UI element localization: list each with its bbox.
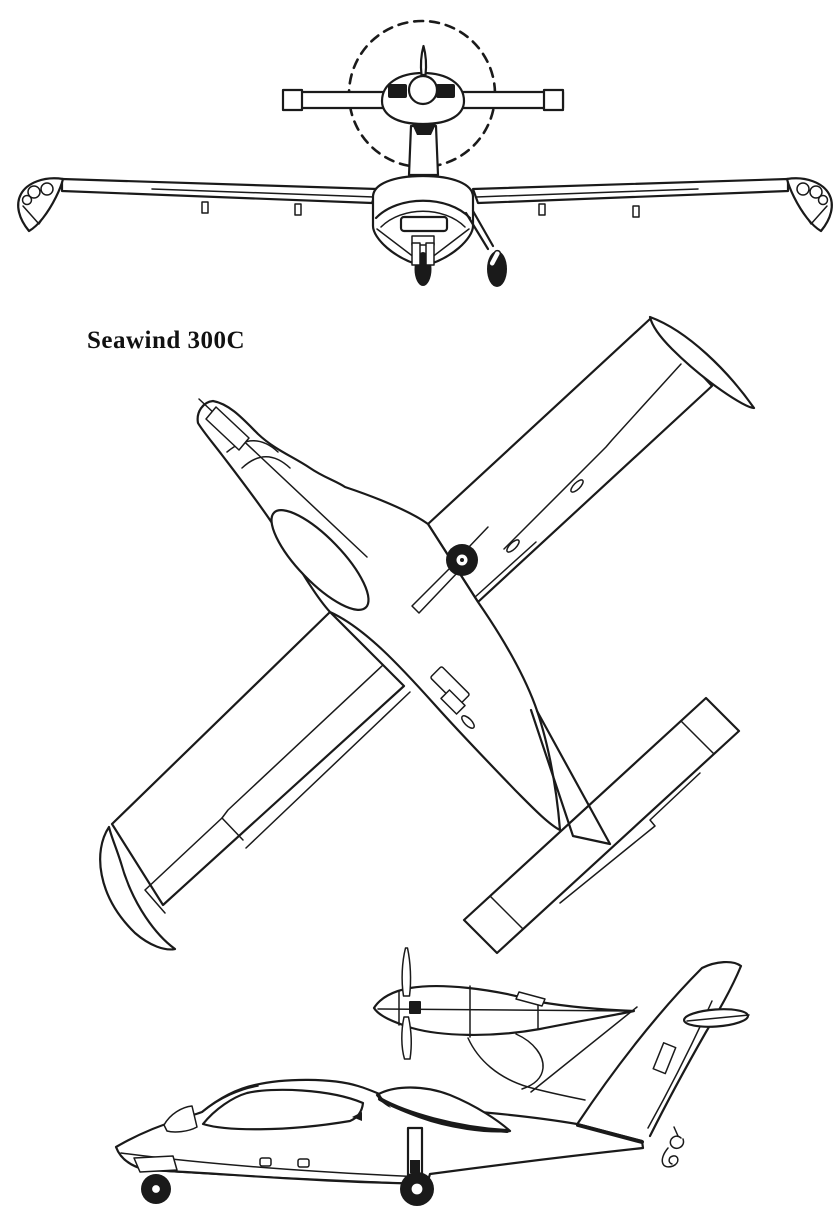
top-view	[100, 317, 754, 953]
front-view	[18, 21, 832, 287]
front-window	[401, 217, 447, 231]
front-engine-nacelle	[382, 46, 464, 124]
front-spinner	[409, 76, 437, 104]
signature-mark-icon	[662, 1127, 683, 1167]
side-view	[116, 948, 749, 1206]
side-front-window	[164, 1106, 197, 1132]
side-pylon	[468, 1034, 585, 1100]
side-prop-blade-lower	[402, 1017, 411, 1059]
side-main-gear	[408, 1128, 422, 1178]
side-main-wheel	[400, 1172, 434, 1206]
top-wing-left	[100, 612, 410, 949]
side-prop-hub	[409, 1001, 421, 1014]
front-prop-blade	[421, 46, 426, 75]
front-wingtip-float-left	[18, 178, 63, 231]
front-nose-gear	[412, 236, 434, 286]
side-prop-blade-upper	[402, 948, 410, 996]
front-wingtip-float-right	[787, 178, 832, 231]
front-main-gear-right	[466, 211, 507, 287]
front-intake-right	[436, 84, 455, 98]
side-nose-gear	[134, 1156, 177, 1204]
aircraft-title: Seawind 300C	[87, 327, 246, 354]
side-fin	[531, 962, 749, 1142]
side-trim-tab	[653, 1043, 676, 1074]
front-intake-left	[388, 84, 407, 98]
